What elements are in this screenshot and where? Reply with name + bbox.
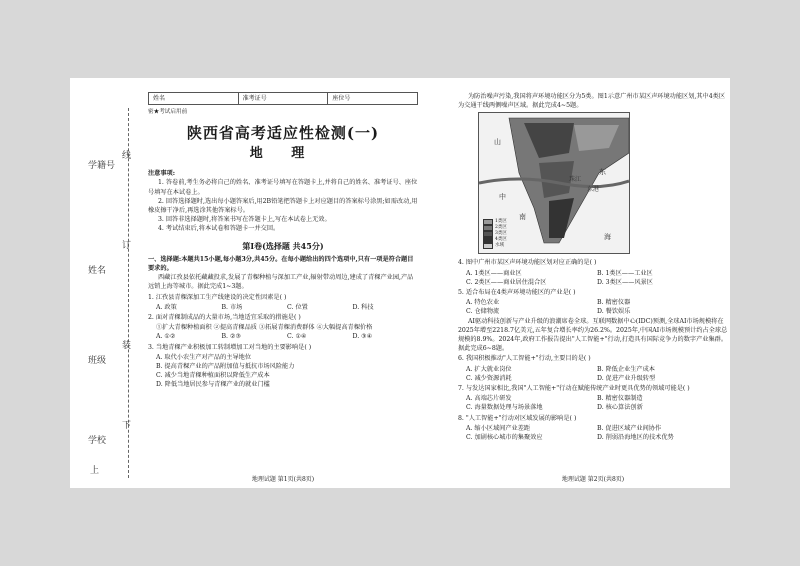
option: A. 1类区——商业区 (466, 269, 522, 277)
question-4: 4. 图中广州市某区声环境功能区划对应正确的是( ) (458, 259, 597, 267)
question-3: 3. 当地青稞产业积极加工转制增加工对当地的主要影响是( ) (148, 343, 312, 351)
binding-label-class: 班级 (88, 356, 107, 366)
cut-mark-down: 下 (122, 421, 132, 431)
option: C. ①④ (287, 333, 307, 341)
cut-mark-line: 线 (122, 151, 132, 161)
option: D. 3类区——风景区 (597, 278, 653, 286)
question-1: 1. 江孜县青稞深加工生产线建设的决定性因素是( ) (148, 293, 287, 301)
question-5-options (458, 298, 728, 316)
page-2 (458, 92, 728, 484)
legend-item: 3类区 (495, 231, 507, 237)
notice-item: 2. 回答选择题时,选出每小题答案后,用2B铅笔把答题卡上对应题目的答案标号涂黑;如需改动,用橡皮擦干净后,再选涂其他答案标号。 (148, 197, 418, 215)
question-4-options (458, 269, 728, 287)
question-8-options (458, 424, 728, 442)
name-field-label: 姓名 (149, 93, 239, 104)
option: C. 2类区——商业居住混合区 (466, 278, 547, 286)
notice-item: 3. 回答非选择题时,将答案书写在答题卡上,写在本试卷上无效。 (158, 216, 331, 224)
map-legend (483, 219, 507, 249)
option: D. 降低当地居民参与青稞产业的就业门槛 (156, 381, 270, 389)
option: D. 核心算法创新 (597, 404, 643, 412)
question-8: 8. "人工智能+"行动对区域发展的影响是( ) (458, 414, 577, 422)
exam-title: 陕西省高考适应性检测(一) (186, 124, 380, 143)
ticket-field-label: 准考证号 (239, 93, 329, 104)
cut-mark-up: 上 (90, 466, 100, 476)
option: C. 仓储物流 (466, 308, 500, 316)
option: A. 特色农业 (466, 299, 500, 307)
option: A. 扩大就业岗位 (466, 365, 512, 373)
map-label: 东 (599, 168, 606, 177)
option: C. 海量数据处理与场景落地 (466, 404, 543, 412)
map-label: 南 (519, 213, 526, 222)
option: A. 缩小区域间产业差距 (466, 424, 531, 432)
map-label: 海 (604, 233, 611, 242)
notice-item: 4. 考试结束后,将本试卷和答题卡一并交回。 (158, 225, 280, 233)
legend-item: 水域 (495, 243, 504, 249)
question-7-options (458, 394, 728, 412)
option: D. ③④ (352, 333, 373, 341)
option: B. ②③ (221, 333, 242, 341)
option: B. 1类区——工业区 (597, 269, 653, 277)
legend-item: 2类区 (495, 225, 507, 231)
secret-notice: 密★考试启用前 (148, 109, 188, 115)
option: C. 减少当地青稞种植面积以降低生产成本 (156, 372, 270, 380)
question-6: 6. 我国积极推动"人工智能+"行动,主要目的是( ) (458, 355, 591, 363)
option: C. 位置 (287, 303, 308, 311)
section-instruction: 一、选择题:本题共15小题,每小题3分,共45分。在每小题给出的四个选项中,只有一项是符合题目要求的。 (148, 255, 414, 273)
binding-margin (70, 78, 145, 488)
exam-sheet (70, 78, 730, 488)
legend-item: 1类区 (495, 219, 507, 225)
seat-field-label: 座位号 (332, 95, 351, 102)
notice-item: 1. 答卷前,考生务必将自己的姓名、准考证号填写在答题卡上,并将自己的姓名、准考证号、座位号填写在本试卷上。 (148, 179, 418, 196)
map-label: 珠江 (569, 176, 582, 184)
ai-passage: AI驱动科技创新与产业升级的浪潮席卷全球。互联网数据中心(IDC)预测,全球AI市场规模将在2025年增至2218.7亿美元,五年复合增长率约为26.2%。2025年,中国AI市场规模预计约占全球总规模的8.9%。2024年,政府工作报告提出"人工智能+"行动,打造具有国际竞争力的数字产业集群。据此完成6~8题。 (458, 317, 728, 353)
binding-label-school: 学校 (88, 436, 107, 446)
page-1 (148, 92, 418, 484)
cut-mark-bind: 订 (122, 241, 132, 251)
binding-label-name: 姓名 (88, 266, 107, 276)
option: A. 取代小农生产对产品的主导地位 (156, 353, 252, 361)
option: A. 高端芯片研发 (466, 395, 512, 403)
notice-heading: 注意事项: (148, 170, 176, 178)
section-1-title: 第Ⅰ卷(选择题 共45分) (242, 240, 324, 251)
option: D. 促进产业升级转型 (597, 374, 656, 382)
question-2-options (148, 332, 418, 341)
option: B. 提高青稞产业的产品附加值与抵抗市场风险能力 (156, 363, 295, 371)
noise-zone-map (478, 112, 630, 254)
option: A. 政策 (156, 303, 177, 311)
map-label: 中 (499, 193, 506, 202)
option: A. ①② (156, 333, 176, 341)
map-intro: 为防治噪声污染,我国将声环境功能区分为5类。图1示意广州市某区声环境功能区划,其中4类区为交通干线两侧噪声区域。据此完成4~5题。 (458, 93, 726, 110)
option: D. 削弱沿海地区的技术优势 (597, 434, 674, 442)
option: D. 餐饮娱乐 (597, 308, 631, 316)
exam-subject: 地 理 (249, 146, 317, 162)
page-footer: 地理试题 第1页(共8页) (251, 475, 315, 483)
option: B. 市场 (221, 303, 243, 311)
option: B. 精密仪器 (597, 299, 631, 307)
option: C. 加剧核心城市的集聚效应 (466, 434, 543, 442)
binding-label-student-id: 学籍号 (88, 161, 116, 171)
map-label: 东港 (587, 186, 600, 194)
option: D. 科技 (352, 303, 374, 311)
question-2-statements: ①扩大青稞种植面积 ②提高青稞品质 ③拓展青稞消费群体 ④大幅提高青稞价格 (156, 324, 373, 332)
option: B. 促进区域产业间协作 (597, 424, 662, 432)
question-1-options (148, 303, 418, 312)
question-2: 2. 面对青稞制成品的大量市场,当地适宜采取的措施是( ) (148, 314, 301, 322)
candidate-info-bar (148, 92, 418, 105)
option: B. 降低企业生产成本 (597, 365, 655, 373)
question-7: 7. 与发达国家相比,我国"人工智能+"行动在赋能传统产业时更具优势的领域可能是( ) (458, 385, 690, 393)
option: C. 减少资源消耗 (466, 374, 512, 382)
map-label: 山 (494, 138, 501, 147)
passage: 西藏江孜县依托藏藏投求,发展了青稞种植与深加工产业,辐射带动周边,建成了青稞产业园,产品远销上海等城市。据此完成1~3题。 (148, 274, 414, 291)
question-6-options (458, 365, 728, 383)
legend-item: 4类区 (495, 237, 507, 243)
question-5: 5. 适合布局在4类声环境功能区的产业是( ) (458, 289, 576, 297)
cut-mark-fit: 装 (122, 341, 132, 351)
page-footer: 地理试题 第2页(共8页) (561, 475, 625, 483)
option: B. 精密仪器制造 (597, 395, 643, 403)
